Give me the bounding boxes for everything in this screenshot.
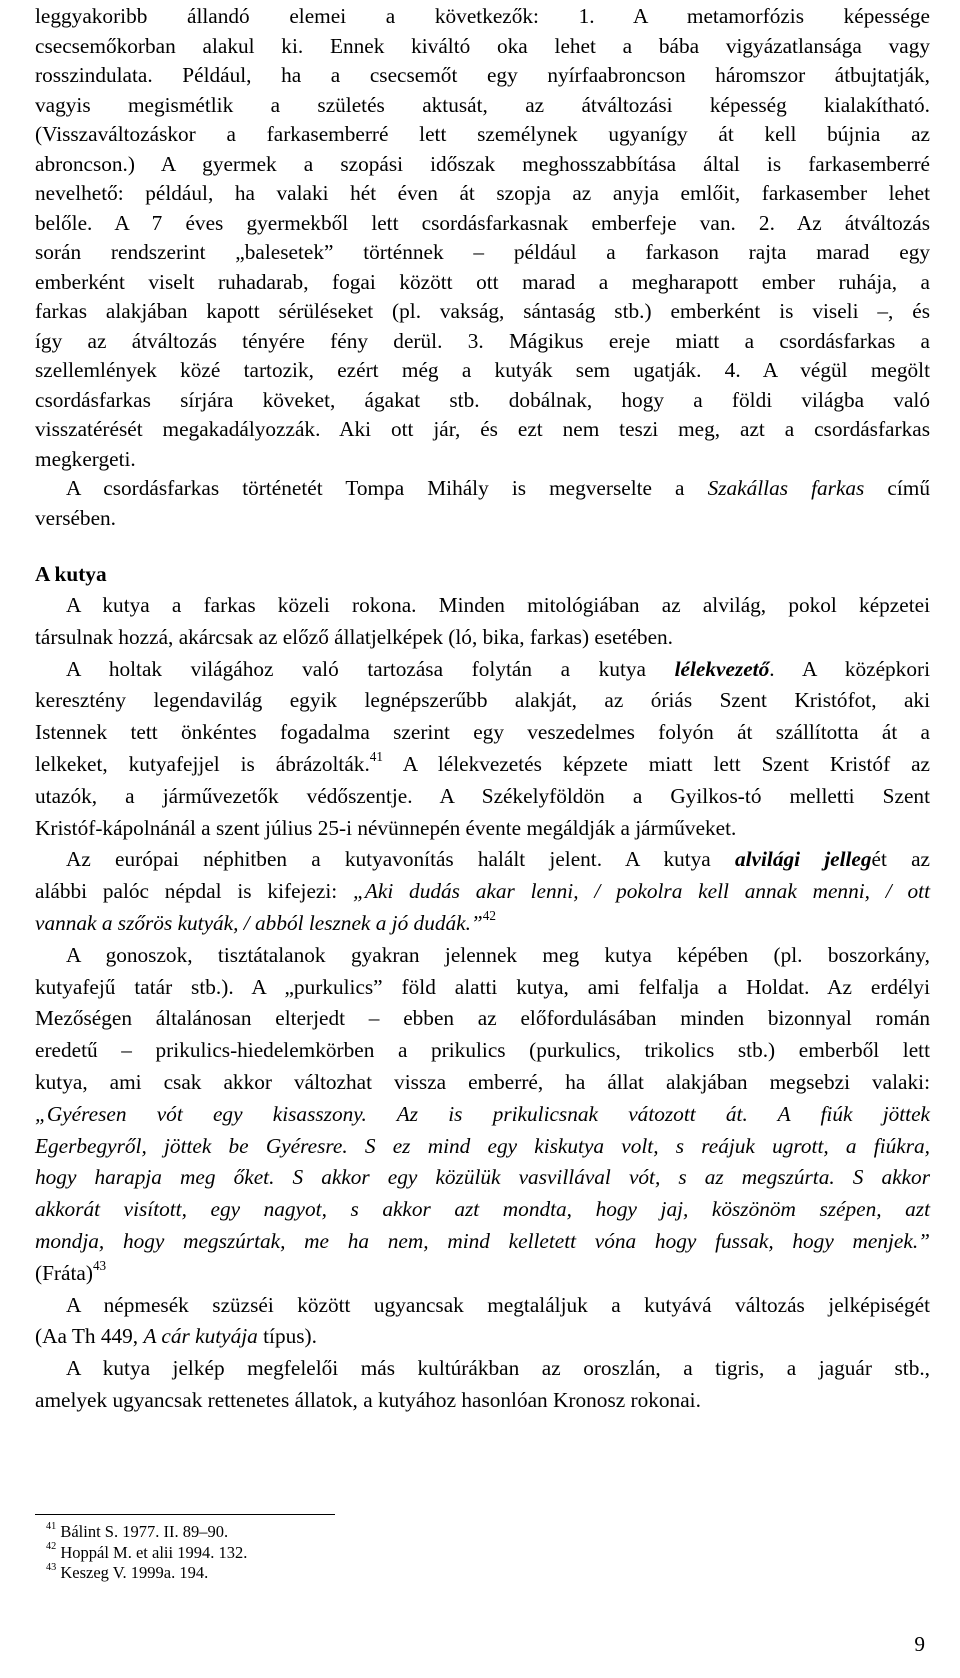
text-line — [35, 876, 930, 908]
text-run: A lélekvezetés képzete miatt lett Szent Kristóf az — [382, 751, 930, 776]
page-number: 9 — [914, 1632, 925, 1656]
text-line: vagyis megismétlik a születés aktusát, az átváltozási képesség kialakítható. — [35, 92, 930, 117]
text-line — [35, 844, 930, 876]
text-line — [35, 654, 930, 686]
paragraph-werewolf-traits — [35, 2, 930, 533]
text-line: Kristóf-kápolnánál a szent július 25-i névünnepén évente megáldják a járműveket. — [35, 815, 737, 840]
text-run: lelkeket, kutyafejjel is ábrázolták. — [35, 751, 370, 776]
tale-type-title: A cár kutyája — [143, 1324, 258, 1349]
emphasis-term: lélekvezető — [674, 656, 770, 681]
text-line: nevelhető: például, ha valaki hét éven át szopja az anyja emlőit, farkasember lehet — [35, 181, 930, 205]
folk-song-quote: vannak a szőrös kutyák, / abból lesznek a jó dudák.” — [35, 910, 483, 935]
text-line: utazók, a járművezetők védőszentje. A Székelyföldön a Gyilkos-tó melletti Szent — [35, 783, 930, 808]
text-line — [35, 908, 930, 940]
text-line: A népmesék szüzséi között ugyancsak megtaláljuk a kutyává változás jelképiségét — [66, 1292, 930, 1317]
footnote-number: 43 — [46, 1561, 57, 1573]
folk-tale-quote-line: mondja, hogy megszúrtak, me ha nem, mind kelletett vóna hogy fussak, hogy menjek.” — [35, 1228, 930, 1253]
footnote-divider — [35, 1514, 335, 1515]
footnote-ref[interactable]: 41 — [369, 748, 383, 764]
text-line — [35, 474, 930, 504]
text-line: abroncson.) A gyermek a szopási időszak meghosszabbítása által is farkasemberré — [35, 151, 930, 176]
text-run: Az európai néphitben a kutyavonítás halált jelent. A kutya — [66, 847, 735, 872]
text-line: (Visszaváltozáskor a farkasemberré lett személynek ugyanígy át kell bújnia az — [35, 122, 930, 146]
text-run: A csordásfarkas történetét Tompa Mihály is megverselte a — [66, 476, 708, 500]
text-line — [35, 1258, 930, 1290]
text-run: (Aa Th 449, — [35, 1324, 144, 1349]
footnote-item — [46, 1543, 247, 1564]
footnote-ref[interactable]: 42 — [482, 907, 496, 923]
footnote-number: 42 — [46, 1541, 57, 1553]
text-line: leggyakoribb állandó elemei a következők: 1. A metamorfózis képessége — [35, 4, 930, 28]
text-line — [35, 749, 930, 781]
text-line — [35, 1321, 930, 1353]
text-line: emberként viselt ruhadarab, fogai között ott marad a megharapott ember ruhája, a — [35, 269, 930, 294]
footnote-text: Keszeg V. 1999a. 194. — [56, 1563, 209, 1582]
text-line: A kutya jelkép megfelelői más kultúrákban az oroszlán, a tigris, a jaguár stb., — [66, 1356, 930, 1381]
footnote-item — [46, 1522, 247, 1543]
text-run: . A középkori — [769, 656, 930, 681]
text-line: Mezőségen általánosan elterjedt – ebben az előfordulásában minden bizonnyal román — [35, 1006, 930, 1031]
poem-title: Szakállas farkas — [707, 476, 865, 500]
text-line: rosszindulata. Például, ha a csecsemőt egy nyírfaabroncson háromszor átbujtatják, — [35, 63, 930, 87]
text-line: eredetű – prikulics-hiedelemkörben a prikulics (purkulics, trikolics stb.) emberből lett — [35, 1038, 930, 1063]
footnote-text: Bálint S. 1977. II. 89–90. — [56, 1522, 229, 1541]
text-line: kutya, ami csak akkor változhat vissza emberré, ha állat alakjában megsebzi valaki: — [35, 1069, 930, 1094]
folk-tale-quote-line: akkorát visított, egy nagyot, s akkor azt mondta, hogy jaj, köszönöm szépen, azt — [35, 1197, 930, 1222]
footnote-ref[interactable]: 43 — [92, 1257, 107, 1273]
text-line: belőle. A 7 éves gyermekből lett csordásfarkasnak emberfeje van. 2. Az átváltozás — [35, 210, 930, 235]
source-label: (Fráta) — [35, 1260, 93, 1285]
folk-song-quote: „Aki dudás akar lenni, / pokolra kell annak menni, / ott — [353, 879, 931, 904]
text-line: A gonoszok, tisztátalanok gyakran jelennek meg kutya képében (pl. boszorkány, — [66, 942, 930, 967]
text-line: így az átváltozás tényére fény derül. 3. Mágikus ereje miatt a csordásfarkas a — [35, 328, 930, 353]
text-line: farkas alakjában kapott sérüléseket (pl. vakság, sántaság stb.) emberként is viseli –, és — [35, 299, 930, 323]
text-run: típus). — [257, 1324, 317, 1349]
section-heading: A kutya — [35, 562, 107, 586]
text-line: megkergeti. — [35, 446, 136, 471]
text-run: című — [864, 476, 930, 500]
text-line: A kutya a farkas közeli rokona. Minden mitológiában az alvilág, pokol képzetei — [66, 593, 930, 617]
text-line: csordásfarkas sírjára köveket, ágakat stb. dobálnak, hogy a földi világba való — [35, 387, 930, 412]
folk-tale-quote-line: Egerbegyről, jöttek be Gyéresre. S ez mind egy kiskutya volt, s reájuk ugrott, a fiúkra, — [35, 1133, 930, 1158]
section-kutya — [35, 590, 930, 1417]
folk-tale-quote-line: „Gyéresen vót egy kisasszony. Az is prikulicsnak vátozott át. A fiúk jöttek — [35, 1101, 930, 1126]
text-line: során rendszerint „balesetek” történnek – például a farkason rajta marad egy — [35, 240, 930, 264]
text-line: szellemlények közé tartozik, ezért még a kutyák sem ugatják. 4. A végül megölt — [35, 358, 930, 382]
text-line: versében. — [35, 505, 117, 530]
text-line: Istennek tett önkéntes fogadalma szerint egy veszedelmes folyón át szállította át a — [35, 720, 930, 745]
text-line: amelyek ugyancsak rettenetes állatok, a kutyához hasonlóan Kronosz rokonai. — [35, 1387, 701, 1412]
text-line: csecsemőkorban alakul ki. Ennek kiváltó oka lehet a bába vigyázatlansága vagy — [35, 33, 930, 58]
text-run: A holtak világához való tartozása folytán a kutya — [66, 656, 675, 681]
text-line: keresztény legendavilág egyik legnépszerűbb alakját, az óriás Szent Kristófot, aki — [35, 688, 930, 713]
text-line: társulnak hozzá, akárcsak az előző állatjelképek (ló, bika, farkas) esetében. — [35, 624, 673, 649]
text-run: ét az — [871, 847, 930, 872]
folk-tale-quote-line: hogy harapja meg őket. S akkor egy közülük vasvillával vót, s az megszúrta. S akkor — [35, 1165, 930, 1190]
text-line: kutyafejű tatár stb.). A „purkulics” föld alatti kutya, ami felfalja a Holdat. Az erdélyi — [35, 974, 930, 999]
emphasis-term: alvilági jelleg — [734, 847, 872, 872]
text-run: alábbi palóc népdal is kifejezi: — [35, 879, 354, 904]
footnote-item — [46, 1563, 247, 1584]
footnote-number: 41 — [46, 1520, 57, 1532]
text-line: visszatérését megakadályozzák. Aki ott jár, és ezt nem teszi meg, azt a csordásfarkas — [35, 417, 930, 441]
footnotes — [35, 1522, 247, 1584]
footnote-text: Hoppál M. et alii 1994. 132. — [56, 1542, 248, 1562]
